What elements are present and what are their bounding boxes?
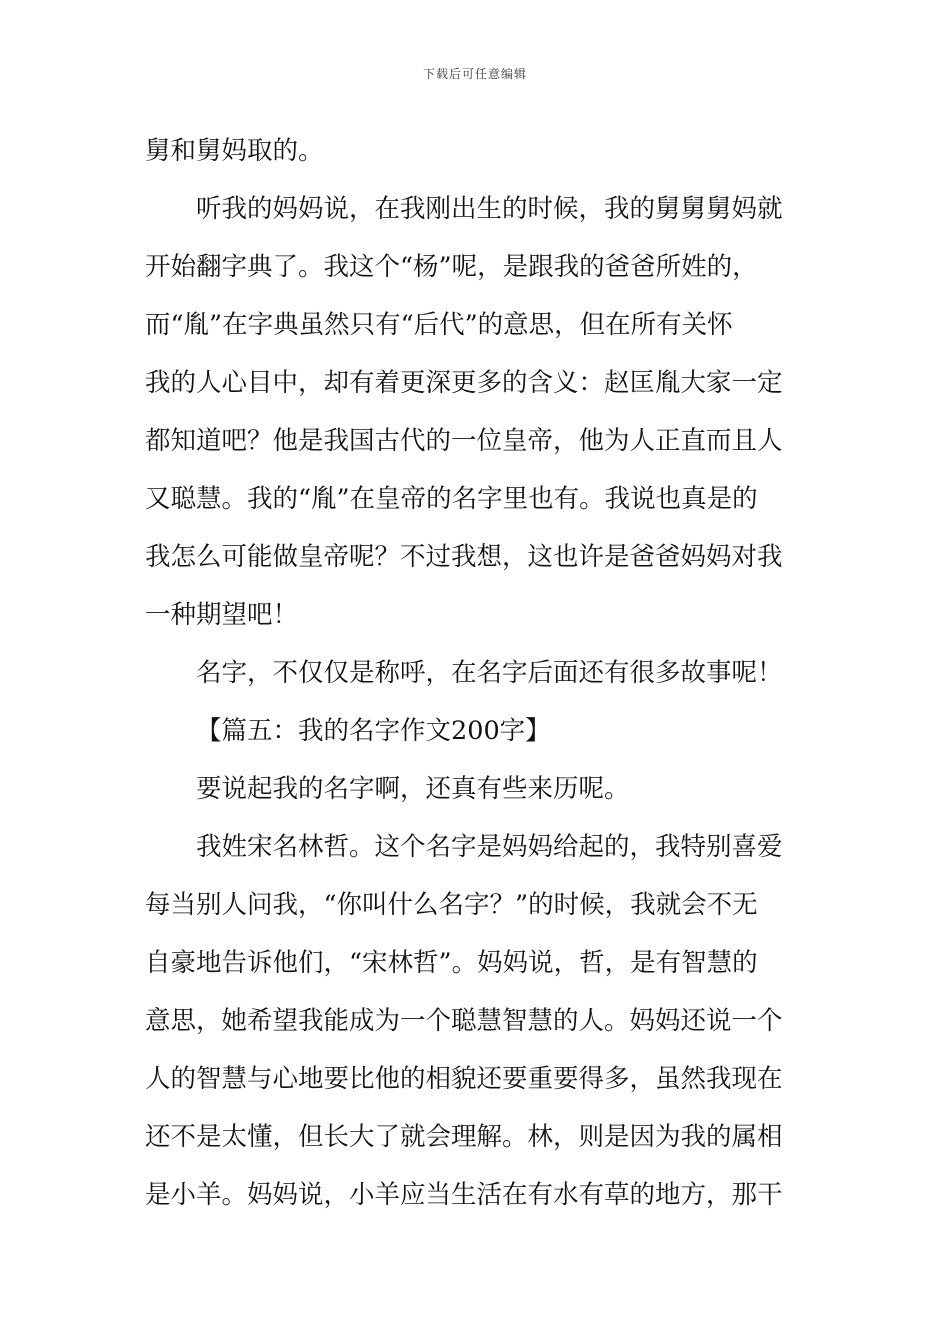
paragraph-start-line: 听我的妈妈说，在我刚出生的时候，我的舅舅舅妈就 <box>196 194 783 224</box>
text-line: 开始翻字典了。我这个“杨”呢，是跟我的爸爸所姓的， <box>145 252 758 282</box>
text-line: 是小羊。妈妈说，小羊应当生活在有水有草的地方，那干 <box>145 1180 783 1210</box>
text-line: 又聪慧。我的“胤”在皇帝的名字里也有。我说也真是的 <box>145 484 758 514</box>
paragraph-start-line: 名字，不仅仅是称呼，在名字后面还有很多故事呢！ <box>196 658 783 688</box>
paragraph-start-line: 我姓宋名林哲。这个名字是妈妈给起的，我特别喜爱 <box>196 832 783 862</box>
text-line: 舅和舅妈取的。 <box>145 136 324 166</box>
text-line: 我的人心目中，却有着更深更多的含义：赵匡胤大家一定 <box>145 368 783 398</box>
paragraph-start-line: 要说起我的名字啊，还真有些来历呢。 <box>196 774 630 804</box>
text-line: 而“胤”在字典虽然只有“后代”的意思，但在所有关怀 <box>145 310 733 340</box>
text-line: 意思，她希望我能成为一个聪慧智慧的人。妈妈还说一个 <box>145 1006 783 1036</box>
text-line: 还不是太懂，但长大了就会理解。林，则是因为我的属相 <box>145 1122 783 1152</box>
page-header: 下载后可任意编辑 <box>422 67 527 81</box>
paragraph-start-line: 【篇五：我的名字作文200字】 <box>196 716 551 746</box>
text-line: 都知道吧？他是我国古代的一位皇帝，他为人正直而且人 <box>145 426 783 456</box>
body-text <box>145 122 810 1224</box>
text-line: 每当别人问我，“你叫什么名字？”的时候，我就会不无 <box>145 890 758 920</box>
text-line: 人的智慧与心地要比他的相貌还要重要得多，虽然我现在 <box>145 1064 783 1094</box>
text-line: 一种期望吧！ <box>145 600 299 630</box>
text-line: 自豪地告诉他们，“宋林哲”。妈妈说，哲，是有智慧的 <box>145 948 758 978</box>
text-line: 我怎么可能做皇帝呢？不过我想，这也许是爸爸妈妈对我 <box>145 542 783 572</box>
